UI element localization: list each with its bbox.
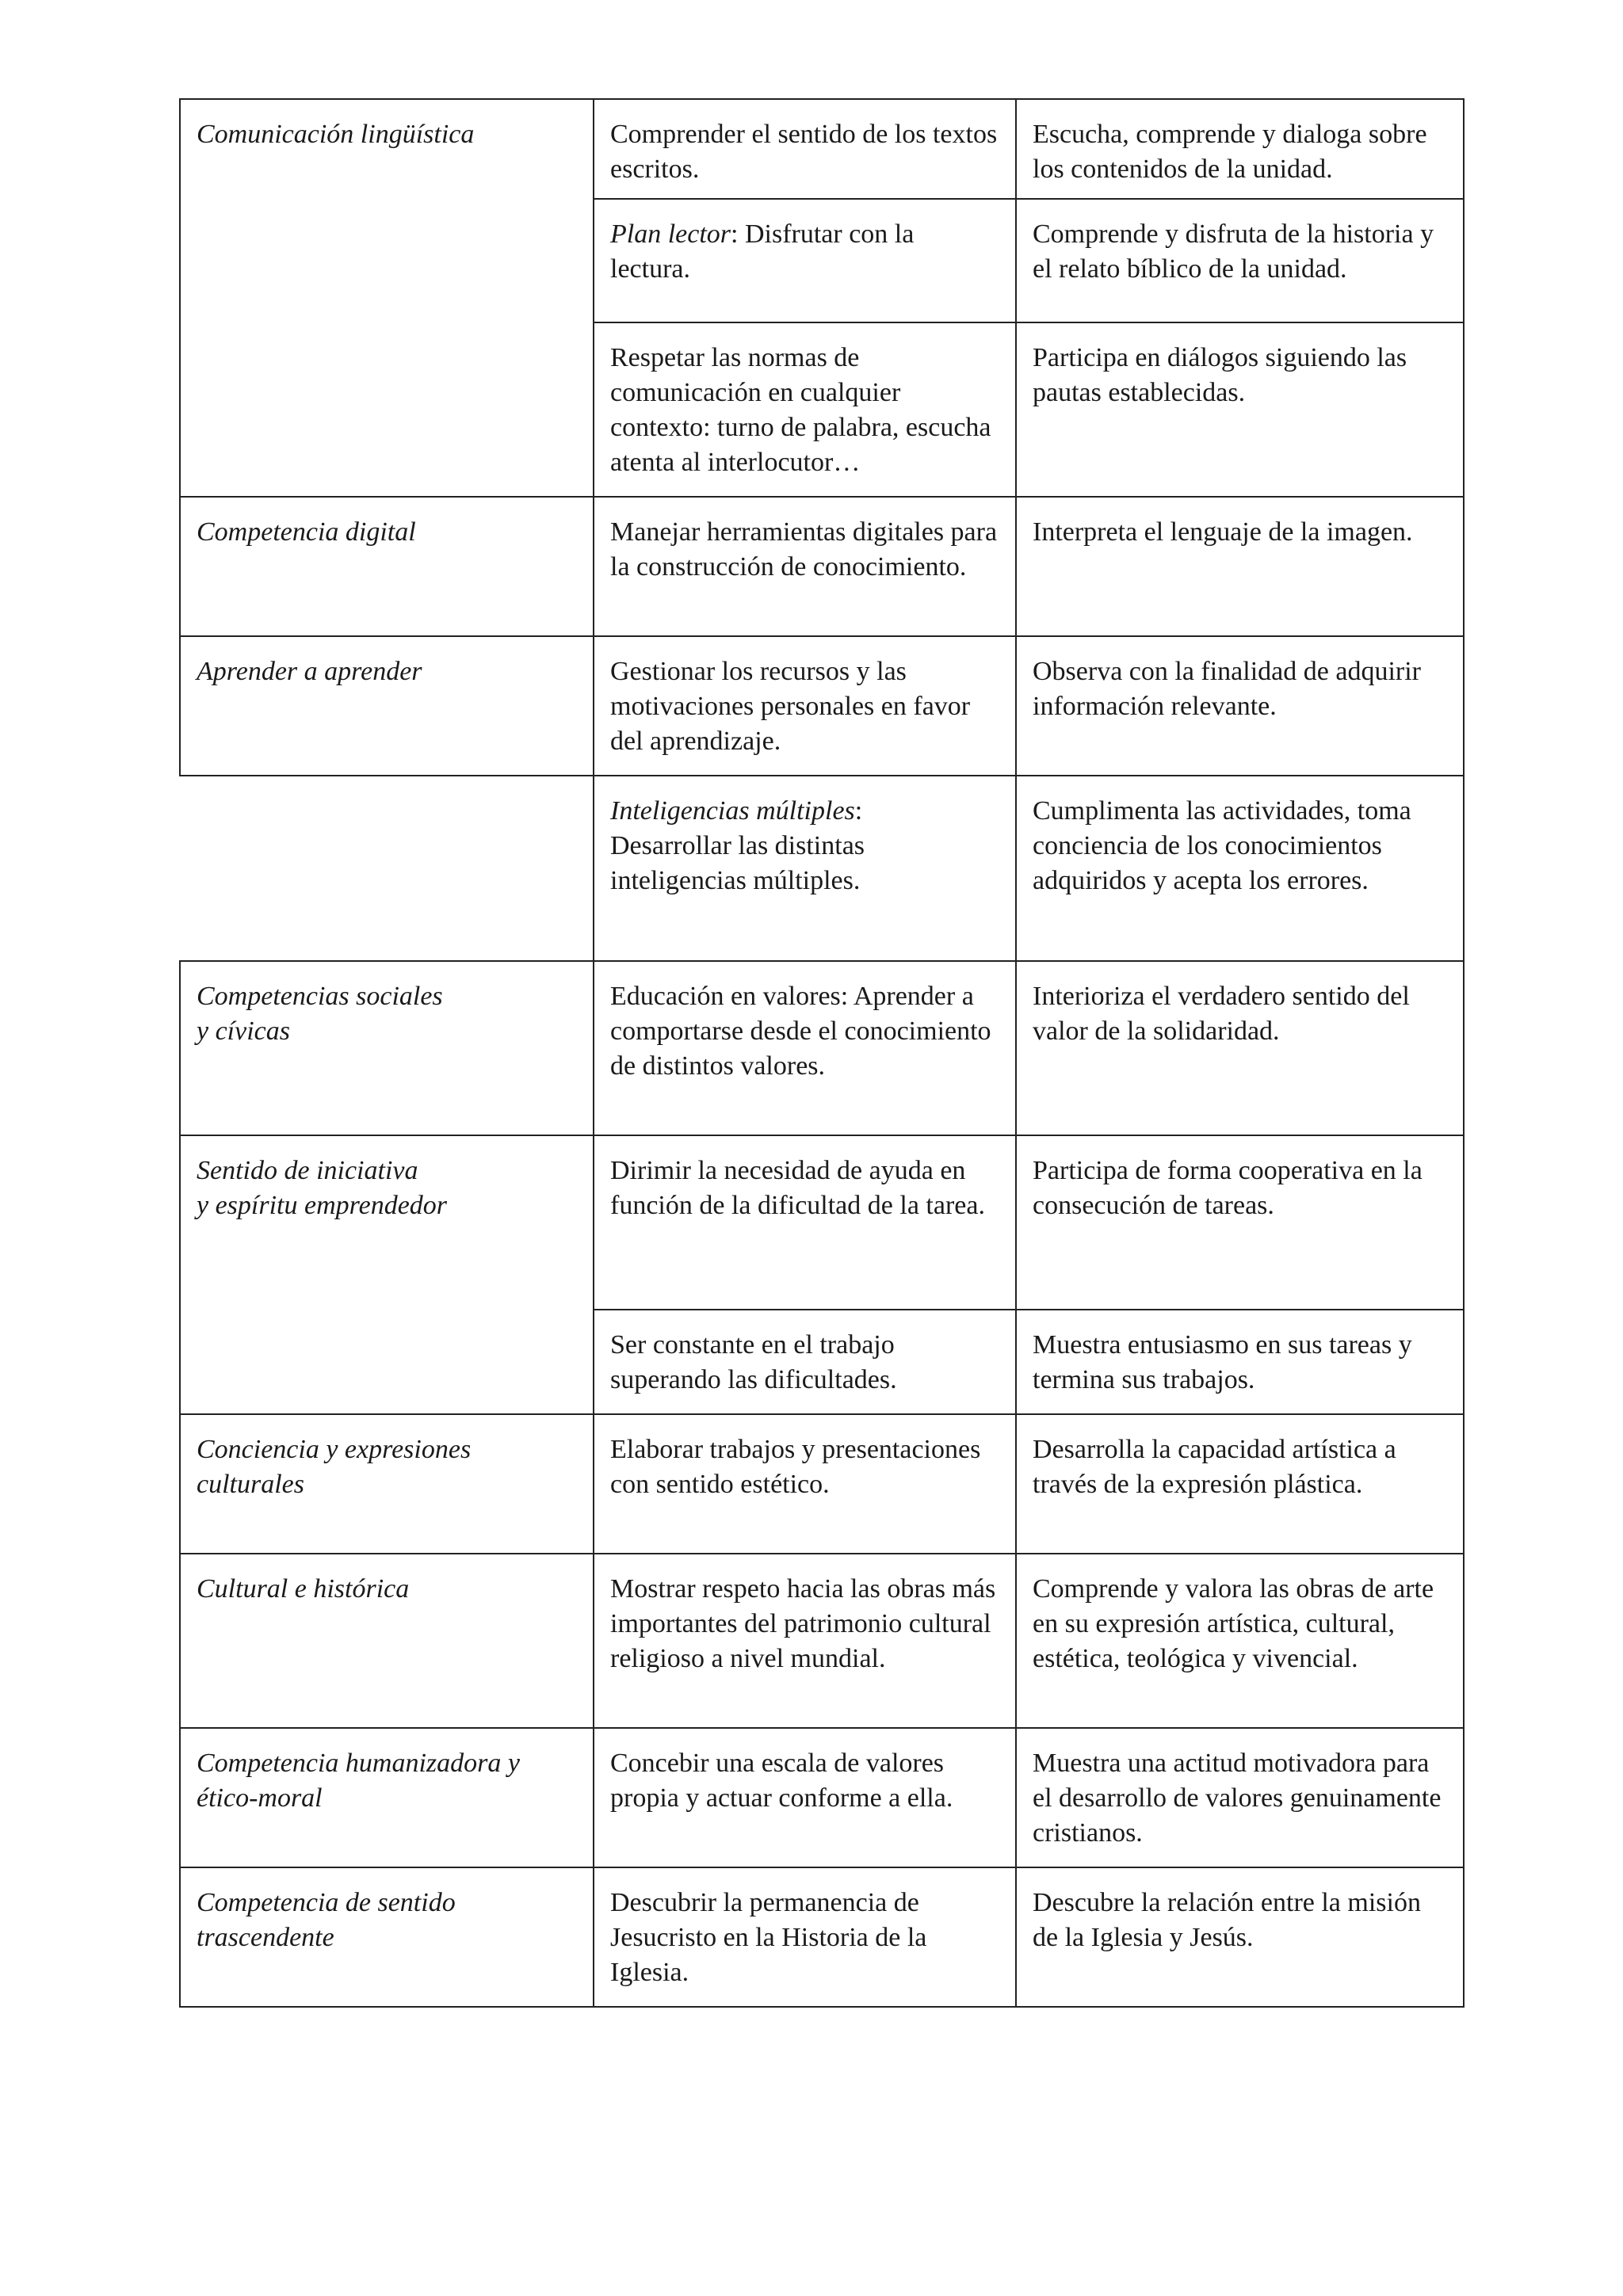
table-row bbox=[180, 497, 1464, 636]
table-row bbox=[180, 99, 1464, 199]
indicator-cell: Comprende y valora las obras de arte en su expresión artística, cultural, estética, teológica y vivencial. bbox=[1016, 1554, 1464, 1728]
table-row bbox=[180, 1135, 1464, 1310]
competence-cell: Competencia de sentido trascendente bbox=[180, 1867, 594, 2007]
competence-cell: Competencias sociales y cívicas bbox=[180, 961, 594, 1135]
criteria-emphasis: Inteligencias múltiples bbox=[610, 796, 855, 826]
criteria-cell bbox=[594, 199, 1016, 322]
criteria-cell: Respetar las normas de comunicación en cualquier contexto: turno de palabra, escucha atenta al interlocutor… bbox=[594, 322, 1016, 497]
indicator-cell: Comprende y disfruta de la historia y el relato bíblico de la unidad. bbox=[1016, 199, 1464, 322]
indicator-cell: Observa con la finalidad de adquirir información relevante. bbox=[1016, 636, 1464, 776]
table-row bbox=[180, 776, 1464, 961]
competence-cell: Conciencia y expresiones culturales bbox=[180, 1414, 594, 1554]
criteria-text: : Disfrutar con la lectura. bbox=[610, 219, 915, 284]
table-row bbox=[180, 1728, 1464, 1867]
indicator-cell: Descubre la relación entre la misión de la Iglesia y Jesús. bbox=[1016, 1867, 1464, 2007]
indicator-cell: Participa de forma cooperativa en la consecución de tareas. bbox=[1016, 1135, 1464, 1310]
criteria-emphasis: Plan lector bbox=[610, 219, 731, 249]
table-row bbox=[180, 1867, 1464, 2007]
indicator-cell: Muestra una actitud motivadora para el desarrollo de valores genuinamente cristianos. bbox=[1016, 1728, 1464, 1867]
competence-cell: Competencia digital bbox=[180, 497, 594, 636]
table-row bbox=[180, 636, 1464, 776]
criteria-cell: Manejar herramientas digitales para la construcción de conocimiento. bbox=[594, 497, 1016, 636]
criteria-cell: Comprender el sentido de los textos escritos. bbox=[594, 99, 1016, 199]
criteria-cell: Mostrar respeto hacia las obras más importantes del patrimonio cultural religioso a nivel mundial. bbox=[594, 1554, 1016, 1728]
competence-cell: Cultural e histórica bbox=[180, 1554, 594, 1728]
indicator-cell: Escucha, comprende y dialoga sobre los contenidos de la unidad. bbox=[1016, 99, 1464, 199]
indicator-cell: Muestra entusiasmo en sus tareas y termina sus trabajos. bbox=[1016, 1310, 1464, 1414]
criteria-cell: Ser constante en el trabajo superando las dificultades. bbox=[594, 1310, 1016, 1414]
criteria-cell: Elaborar trabajos y presentaciones con sentido estético. bbox=[594, 1414, 1016, 1554]
criteria-text: : Desarrollar las distintas inteligencias múltiples. bbox=[610, 796, 865, 895]
table-row bbox=[180, 1414, 1464, 1554]
indicator-cell: Desarrolla la capacidad artística a través de la expresión plástica. bbox=[1016, 1414, 1464, 1554]
table-row bbox=[180, 961, 1464, 1135]
competencies-table bbox=[179, 98, 1465, 2008]
indicator-cell: Cumplimenta las actividades, toma conciencia de los conocimientos adquiridos y acepta los errores. bbox=[1016, 776, 1464, 961]
criteria-cell: Concebir una escala de valores propia y actuar conforme a ella. bbox=[594, 1728, 1016, 1867]
indicator-cell: Interpreta el lenguaje de la imagen. bbox=[1016, 497, 1464, 636]
indicator-cell: Participa en diálogos siguiendo las pautas establecidas. bbox=[1016, 322, 1464, 497]
criteria-cell: Dirimir la necesidad de ayuda en función de la dificultad de la tarea. bbox=[594, 1135, 1016, 1310]
criteria-cell: Descubrir la permanencia de Jesucristo en la Historia de la Iglesia. bbox=[594, 1867, 1016, 2007]
criteria-cell: Educación en valores: Aprender a comportarse desde el conocimiento de distintos valores. bbox=[594, 961, 1016, 1135]
competence-cell: Aprender a aprender bbox=[180, 636, 594, 776]
criteria-cell: Gestionar los recursos y las motivaciones personales en favor del aprendizaje. bbox=[594, 636, 1016, 776]
competence-cell: Sentido de iniciativa y espíritu emprendedor bbox=[180, 1135, 594, 1414]
competence-cell: Competencia humanizadora y ético-moral bbox=[180, 1728, 594, 1867]
criteria-cell bbox=[594, 776, 1016, 961]
table-row bbox=[180, 1554, 1464, 1728]
indicator-cell: Interioriza el verdadero sentido del valor de la solidaridad. bbox=[1016, 961, 1464, 1135]
empty-cell bbox=[180, 776, 594, 961]
competence-cell: Comunicación lingüística bbox=[180, 99, 594, 497]
